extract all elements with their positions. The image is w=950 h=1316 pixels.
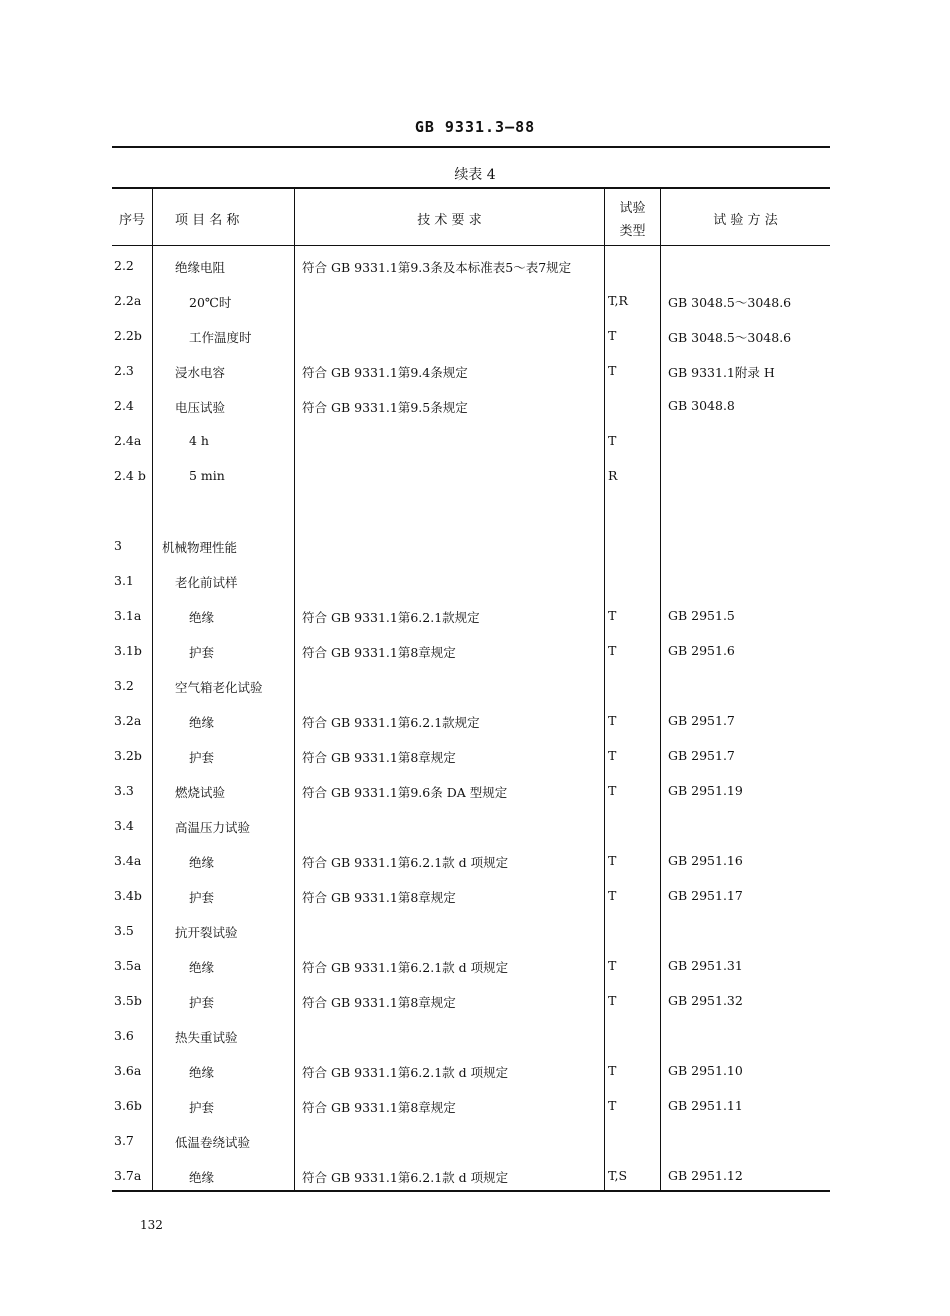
row-item-name: 高温压力试验 xyxy=(175,820,251,835)
row-test-type: T xyxy=(608,783,617,798)
table-top-rule xyxy=(112,187,830,189)
row-item-name: 绝缘电阻 xyxy=(175,260,226,275)
row-item-name: 空气箱老化试验 xyxy=(175,680,263,695)
row-test-method: GB 9331.1附录 H xyxy=(668,365,775,380)
table-row xyxy=(112,597,830,632)
table-row xyxy=(112,562,830,597)
row-test-method: GB 2951.19 xyxy=(668,783,743,798)
table-row xyxy=(112,1052,830,1087)
header-rule xyxy=(112,146,830,148)
row-test-method: GB 2951.10 xyxy=(668,1063,743,1078)
row-test-method: GB 3048.8 xyxy=(668,398,735,413)
row-number: 3 xyxy=(114,538,122,553)
row-test-method: GB 3048.5～3048.6 xyxy=(668,330,792,345)
table-row xyxy=(112,317,830,352)
table-row xyxy=(112,1017,830,1052)
row-test-method: GB 2951.32 xyxy=(668,993,743,1008)
row-requirement: 符合 GB 9331.1第8章规定 xyxy=(302,1100,456,1115)
row-number: 3.6 xyxy=(114,1028,134,1043)
row-number: 2.2a xyxy=(114,293,142,308)
row-item-name: 工作温度时 xyxy=(189,330,252,345)
row-item-name: 4 h xyxy=(189,433,209,448)
row-item-name: 热失重试验 xyxy=(175,1030,238,1045)
table-row xyxy=(112,457,830,492)
table-row xyxy=(112,807,830,842)
table-row xyxy=(112,947,830,982)
table-row xyxy=(112,702,830,737)
row-test-method: GB 2951.6 xyxy=(668,643,735,658)
row-item-name: 低温卷绕试验 xyxy=(175,1135,251,1150)
row-test-type: T xyxy=(608,363,617,378)
row-number: 2.4 b xyxy=(114,468,146,483)
table-row xyxy=(112,247,830,282)
row-requirement: 符合 GB 9331.1第6.2.1款 d 项规定 xyxy=(302,855,509,870)
table-row xyxy=(112,632,830,667)
row-test-method: GB 2951.12 xyxy=(668,1168,743,1183)
column-header-name: 项 目 名 称 xyxy=(175,213,240,228)
row-requirement: 符合 GB 9331.1第8章规定 xyxy=(302,995,456,1010)
row-requirement: 符合 GB 9331.1第8章规定 xyxy=(302,750,456,765)
row-test-type: T xyxy=(608,993,617,1008)
row-requirement: 符合 GB 9331.1第6.2.1款 d 项规定 xyxy=(302,1065,509,1080)
table-row xyxy=(112,667,830,702)
row-item-name: 绝缘 xyxy=(189,1065,215,1080)
row-item-name: 护套 xyxy=(189,750,215,765)
row-test-type: T,S xyxy=(608,1168,628,1183)
row-test-type: T xyxy=(608,888,617,903)
table-row xyxy=(112,1087,830,1122)
row-test-type: T xyxy=(608,713,617,728)
row-number: 3.7 xyxy=(114,1133,134,1148)
standard-code: GB 9331.3—88 xyxy=(414,118,536,136)
table-row xyxy=(112,877,830,912)
row-requirement: 符合 GB 9331.1第9.4条规定 xyxy=(302,365,468,380)
row-item-name: 绝缘 xyxy=(189,1170,215,1185)
row-number: 3.5b xyxy=(114,993,142,1008)
row-item-name: 护套 xyxy=(189,995,215,1010)
column-header-requirement: 技 术 要 求 xyxy=(417,213,482,228)
row-test-type: T xyxy=(608,1063,617,1078)
table-row xyxy=(112,912,830,947)
table-title: 续表 4 xyxy=(454,167,496,183)
row-item-name: 绝缘 xyxy=(189,715,215,730)
row-number: 3.1 xyxy=(114,573,134,588)
row-test-method: GB 2951.7 xyxy=(668,713,735,728)
row-number: 3.2b xyxy=(114,748,142,763)
row-test-type: T xyxy=(608,608,617,623)
row-item-name: 护套 xyxy=(189,1100,215,1115)
row-number: 2.4 xyxy=(114,398,134,413)
row-test-method: GB 2951.7 xyxy=(668,748,735,763)
row-number: 3.6b xyxy=(114,1098,142,1113)
row-item-name: 燃烧试验 xyxy=(175,785,226,800)
row-number: 3.2a xyxy=(114,713,142,728)
row-number: 3.1b xyxy=(114,643,142,658)
row-number: 3.3 xyxy=(114,783,134,798)
row-requirement: 符合 GB 9331.1第8章规定 xyxy=(302,645,456,660)
row-item-name: 绝缘 xyxy=(189,855,215,870)
row-number: 3.2 xyxy=(114,678,134,693)
row-requirement: 符合 GB 9331.1第8章规定 xyxy=(302,890,456,905)
row-requirement: 符合 GB 9331.1第6.2.1款规定 xyxy=(302,610,480,625)
row-test-type: R xyxy=(608,468,618,483)
row-number: 3.5a xyxy=(114,958,142,973)
row-test-method: GB 2951.11 xyxy=(668,1098,743,1113)
table-row xyxy=(112,737,830,772)
column-header-no: 序号 xyxy=(118,213,145,228)
page-number: 132 xyxy=(140,1218,163,1232)
row-number: 3.4 xyxy=(114,818,134,833)
row-test-type: T xyxy=(608,748,617,763)
row-test-method: GB 2951.16 xyxy=(668,853,743,868)
row-item-name: 20℃时 xyxy=(189,295,232,310)
table-row xyxy=(112,527,830,562)
row-test-type: T xyxy=(608,328,617,343)
table-row xyxy=(112,772,830,807)
column-header-type-line1: 试验 xyxy=(619,201,646,216)
row-item-name: 护套 xyxy=(189,645,215,660)
row-number: 2.2b xyxy=(114,328,142,343)
table-header-rule xyxy=(112,245,830,246)
row-test-method: GB 3048.5～3048.6 xyxy=(668,295,792,310)
column-header-method: 试 验 方 法 xyxy=(713,213,778,228)
row-number: 3.4b xyxy=(114,888,142,903)
table-row xyxy=(112,282,830,317)
table-row xyxy=(112,422,830,457)
row-test-type: T xyxy=(608,853,617,868)
row-number: 3.7a xyxy=(114,1168,142,1183)
row-number: 3.5 xyxy=(114,923,134,938)
table-row xyxy=(112,842,830,877)
row-requirement: 符合 GB 9331.1第6.2.1款 d 项规定 xyxy=(302,1170,509,1185)
row-requirement: 符合 GB 9331.1第9.3条及本标准表5～表7规定 xyxy=(302,260,572,275)
row-item-name: 绝缘 xyxy=(189,610,215,625)
table-row xyxy=(112,387,830,422)
row-item-name: 抗开裂试验 xyxy=(175,925,238,940)
row-item-name: 绝缘 xyxy=(189,960,215,975)
row-item-name: 5 min xyxy=(189,468,225,483)
row-item-name: 电压试验 xyxy=(175,400,226,415)
row-requirement: 符合 GB 9331.1第9.5条规定 xyxy=(302,400,468,415)
table-row xyxy=(112,1122,830,1157)
row-number: 2.4a xyxy=(114,433,142,448)
row-test-type: T,R xyxy=(608,293,628,308)
row-item-name: 护套 xyxy=(189,890,215,905)
row-number: 3.1a xyxy=(114,608,142,623)
row-test-method: GB 2951.5 xyxy=(668,608,735,623)
row-number: 3.4a xyxy=(114,853,142,868)
row-test-type: T xyxy=(608,643,617,658)
row-test-type: T xyxy=(608,433,617,448)
table-row xyxy=(112,492,830,527)
row-test-method: GB 2951.17 xyxy=(668,888,743,903)
row-item-name: 浸水电容 xyxy=(175,365,226,380)
row-number: 3.6a xyxy=(114,1063,142,1078)
row-requirement: 符合 GB 9331.1第6.2.1款规定 xyxy=(302,715,480,730)
row-item-name: 老化前试样 xyxy=(175,575,238,590)
table-row xyxy=(112,982,830,1017)
row-requirement: 符合 GB 9331.1第6.2.1款 d 项规定 xyxy=(302,960,509,975)
row-test-method: GB 2951.31 xyxy=(668,958,743,973)
row-number: 2.2 xyxy=(114,258,134,273)
row-requirement: 符合 GB 9331.1第9.6条 DA 型规定 xyxy=(302,785,508,800)
row-number: 2.3 xyxy=(114,363,134,378)
table-row xyxy=(112,1157,830,1192)
table-body xyxy=(112,247,830,1192)
row-item-name: 机械物理性能 xyxy=(162,540,238,555)
column-header-type-line2: 类型 xyxy=(619,224,646,239)
row-test-type: T xyxy=(608,958,617,973)
table-row xyxy=(112,352,830,387)
row-test-type: T xyxy=(608,1098,617,1113)
